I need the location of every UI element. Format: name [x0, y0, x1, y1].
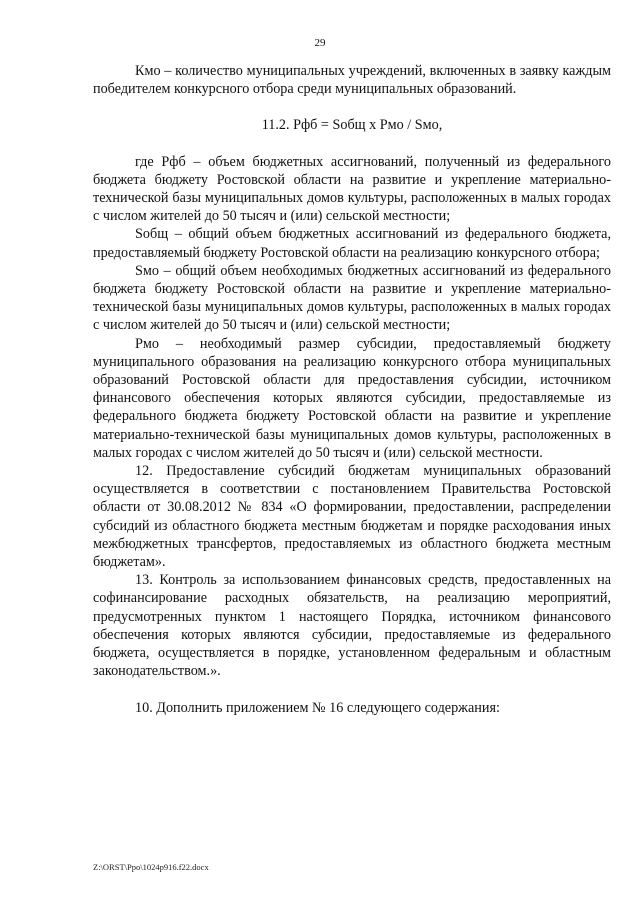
file-path-footer: Z:\ORST\Ppo\1024p916.f22.docx: [93, 862, 209, 872]
clause-10-paragraph: 10. Дополнить приложением № 16 следующего содержания:: [135, 699, 500, 716]
definition-rmo-paragraph: Рмо – необходимый размер субсидии, предоставляемый бюджету муниципального образования на реализацию конкурсного отбора муниципальных образований Ростовской области для предоставления субсидии, источником финансового обеспечения которых являются субсидии, предоставляемые из федерального бюджета бюджету Ростовской области на развитие и укрепление материально-технической базы муниципальных домов культуры, расположенных в малых городах с числом жителей до 50 тысяч и (или) сельской местности.: [93, 335, 611, 461]
definition-sobsh-paragraph: Sобщ – общий объем бюджетных ассигнований из федерального бюджета, предоставляемый бюджету Ростовской области на реализацию конкурсного отбора;: [93, 226, 611, 261]
clause-12-paragraph: 12. Предоставление субсидий бюджетам муниципальных образований осуществляется в соответствии с постановлением Правительства Ростовской области от 30.08.2012 № 834 «О формировании, предоставлении, распределении субсидий из областного бюджета местным бюджетам и порядке расходования иных межбюджетных трансфертов, предоставляемых из областного бюджета местным бюджетам».: [93, 463, 611, 571]
definition-rfb-paragraph: где Рфб – объем бюджетных ассигнований, полученный из федерального бюджета бюджету Ростовской области на развитие и укрепление материально-технической базы муниципальных домов культуры, расположенных в малых городах с числом жителей до 50 тысяч и (или) сельской местности;: [93, 153, 611, 225]
definition-kmo-paragraph: Кмо – количество муниципальных учреждений, включенных в заявку каждым победителем конкурсного отбора среди муниципальных образований.: [93, 63, 611, 98]
formula-11-2: 11.2. Рфб = Sобщ х Рмо / Sмо,: [261, 117, 443, 134]
document-body: [93, 62, 611, 717]
page-number: 29: [314, 37, 326, 49]
clause-13-paragraph: 13. Контроль за использованием финансовых средств, предоставленных на софинансирование расходных обязательств, на реализацию мероприятий, предусмотренных пунктом 1 настоящего Порядка, источником финансового обеспечения которых являются субсидии, предоставляемые из федерального бюджета, осуществляется в порядке, установленном федеральным и областным законодательством.».: [93, 572, 611, 680]
definition-smo-paragraph: Sмо – общий объем необходимых бюджетных ассигнований из федерального бюджета бюджету Ростовской области на развитие и укрепление материально-технической базы муниципальных домов культуры, расположенных в малых городах с числом жителей до 50 тысяч и (или) сельской местности;: [93, 262, 611, 334]
